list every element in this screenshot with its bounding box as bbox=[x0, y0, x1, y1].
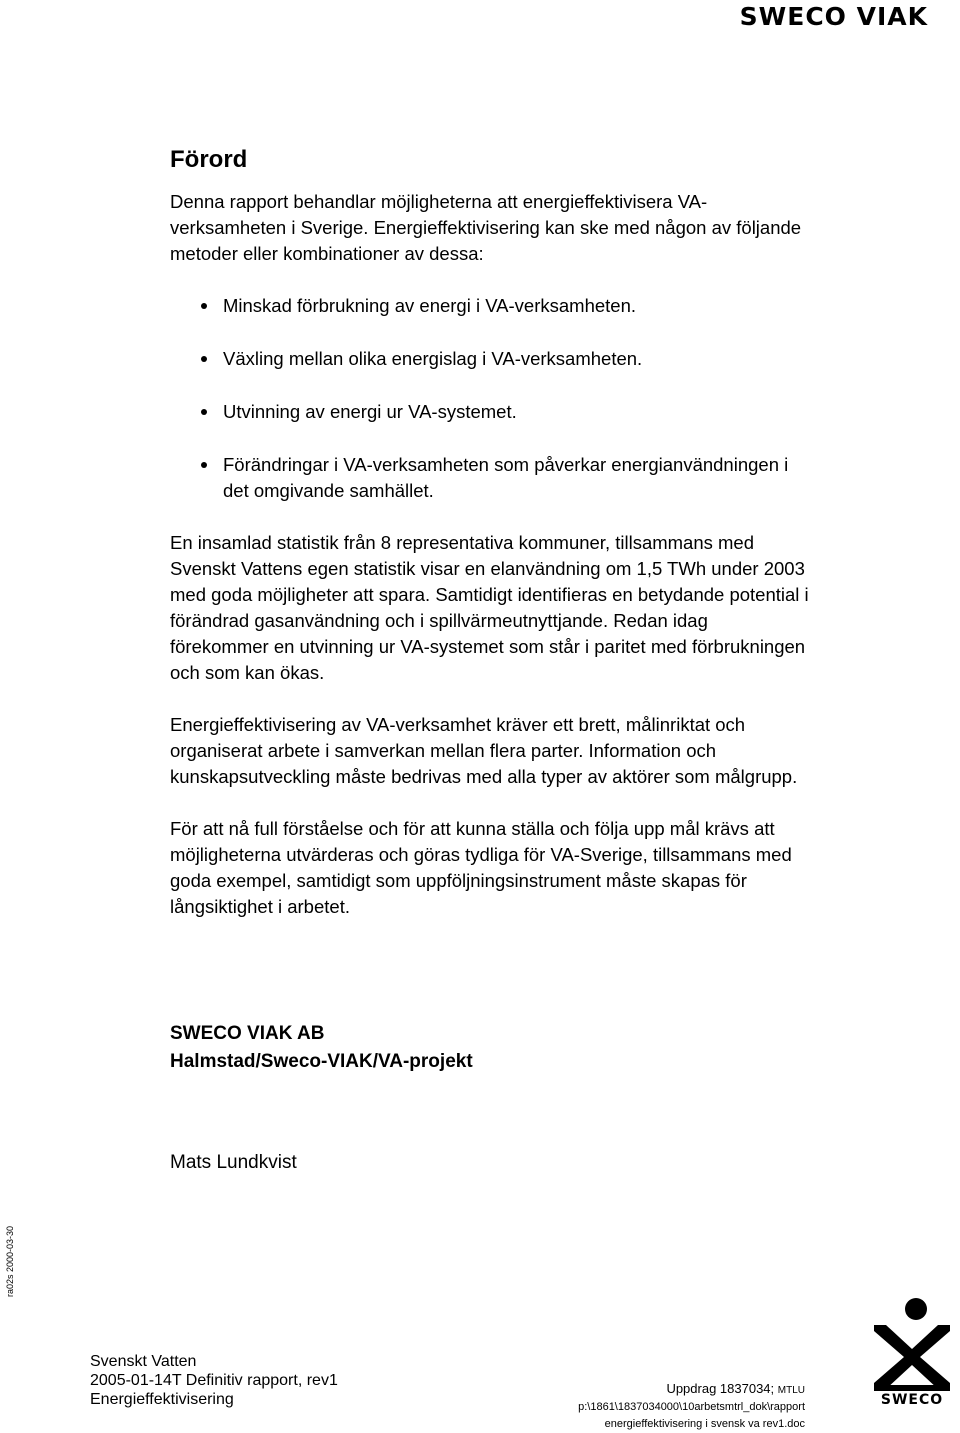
bullet-icon bbox=[201, 462, 207, 468]
list-item bbox=[170, 293, 810, 319]
goals-paragraph: För att nå full förståelse och för att kunna ställa och följa upp mål krävs att möjligheterna utvärderas och göras tydliga för VA-Sverige, tillsammans med goda exempel, samtidigt som uppföljningsinstrument måste skapas för långsiktighet i arbetet. bbox=[170, 818, 792, 917]
footer-client: Svenskt Vatten bbox=[90, 1353, 197, 1370]
footer-left bbox=[90, 1352, 338, 1409]
bullet-icon bbox=[201, 303, 207, 309]
list-item bbox=[170, 346, 810, 372]
list-item bbox=[170, 452, 810, 504]
organisation-paragraph: Energieffektivisering av VA-verksamhet kräver ett brett, målinriktat och organiserat arbete i samverkan mellan flera parter. Information och kunskapsutveckling måste bedrivas med alla typer av aktörer som målgrupp. bbox=[170, 714, 798, 787]
company-department: Halmstad/Sweco-VIAK/VA-projekt bbox=[170, 1051, 473, 1072]
list-item-text: Minskad förbrukning av energi i VA-verksamheten. bbox=[223, 295, 637, 316]
company-block bbox=[170, 1020, 473, 1076]
footer-subject: Energieffektivisering bbox=[90, 1391, 234, 1408]
statistics-paragraph: En insamlad statistik från 8 representativa kommuner, tillsammans med Svenskt Vattens egen statistik visar en elanvändning om 1,5 TWh under 2003 med goda möjligheter att spara. Samtidigt identifieras en betydande potential i förändrad gasanvändning och i spillvärmeutnyttjande. Redan idag förekommer en utvinning ur VA-systemet som står i paritet med förbrukningen och som kan ökas. bbox=[170, 532, 809, 683]
footer-file-name: energieffektivisering i svensk va rev1.doc bbox=[604, 1418, 805, 1430]
footer-file-path: p:\1861\1837034000\10arbetsmtrl_dok\rapport bbox=[578, 1401, 805, 1413]
page-title: Förord bbox=[170, 146, 248, 173]
method-list bbox=[170, 293, 810, 504]
footer-date-status: 2005-01-14T Definitiv rapport, rev1 bbox=[90, 1372, 338, 1389]
logo-text: SWECO bbox=[880, 1392, 944, 1408]
author-name: Mats Lundkvist bbox=[170, 1152, 297, 1173]
bullet-icon bbox=[201, 409, 207, 415]
footer-assignment: Uppdrag 1837034; bbox=[666, 1381, 775, 1396]
footer-right bbox=[555, 1380, 805, 1430]
company-name: SWECO VIAK AB bbox=[170, 1023, 325, 1044]
list-item bbox=[170, 399, 810, 425]
bullet-icon bbox=[201, 356, 207, 362]
intro-paragraph: Denna rapport behandlar möjligheterna att energieffektivisera VA-verksamheten i Sverige. Energieffektivisering kan ske med någon av följande metoder eller kombinationer av dessa: bbox=[170, 191, 802, 264]
template-code: ra02s 2000-03-30 bbox=[5, 1225, 15, 1297]
list-item-text: Utvinning av energi ur VA-systemet. bbox=[223, 401, 517, 422]
footer-initials: MTLU bbox=[777, 1385, 805, 1396]
list-item-text: Förändringar i VA-verksamheten som påverkar energianvändningen i det omgivande samhället. bbox=[223, 454, 789, 501]
list-item-text: Växling mellan olika energislag i VA-verksamheten. bbox=[223, 348, 643, 369]
header-brand: SWECO VIAK bbox=[739, 2, 928, 31]
document-body bbox=[170, 145, 810, 946]
